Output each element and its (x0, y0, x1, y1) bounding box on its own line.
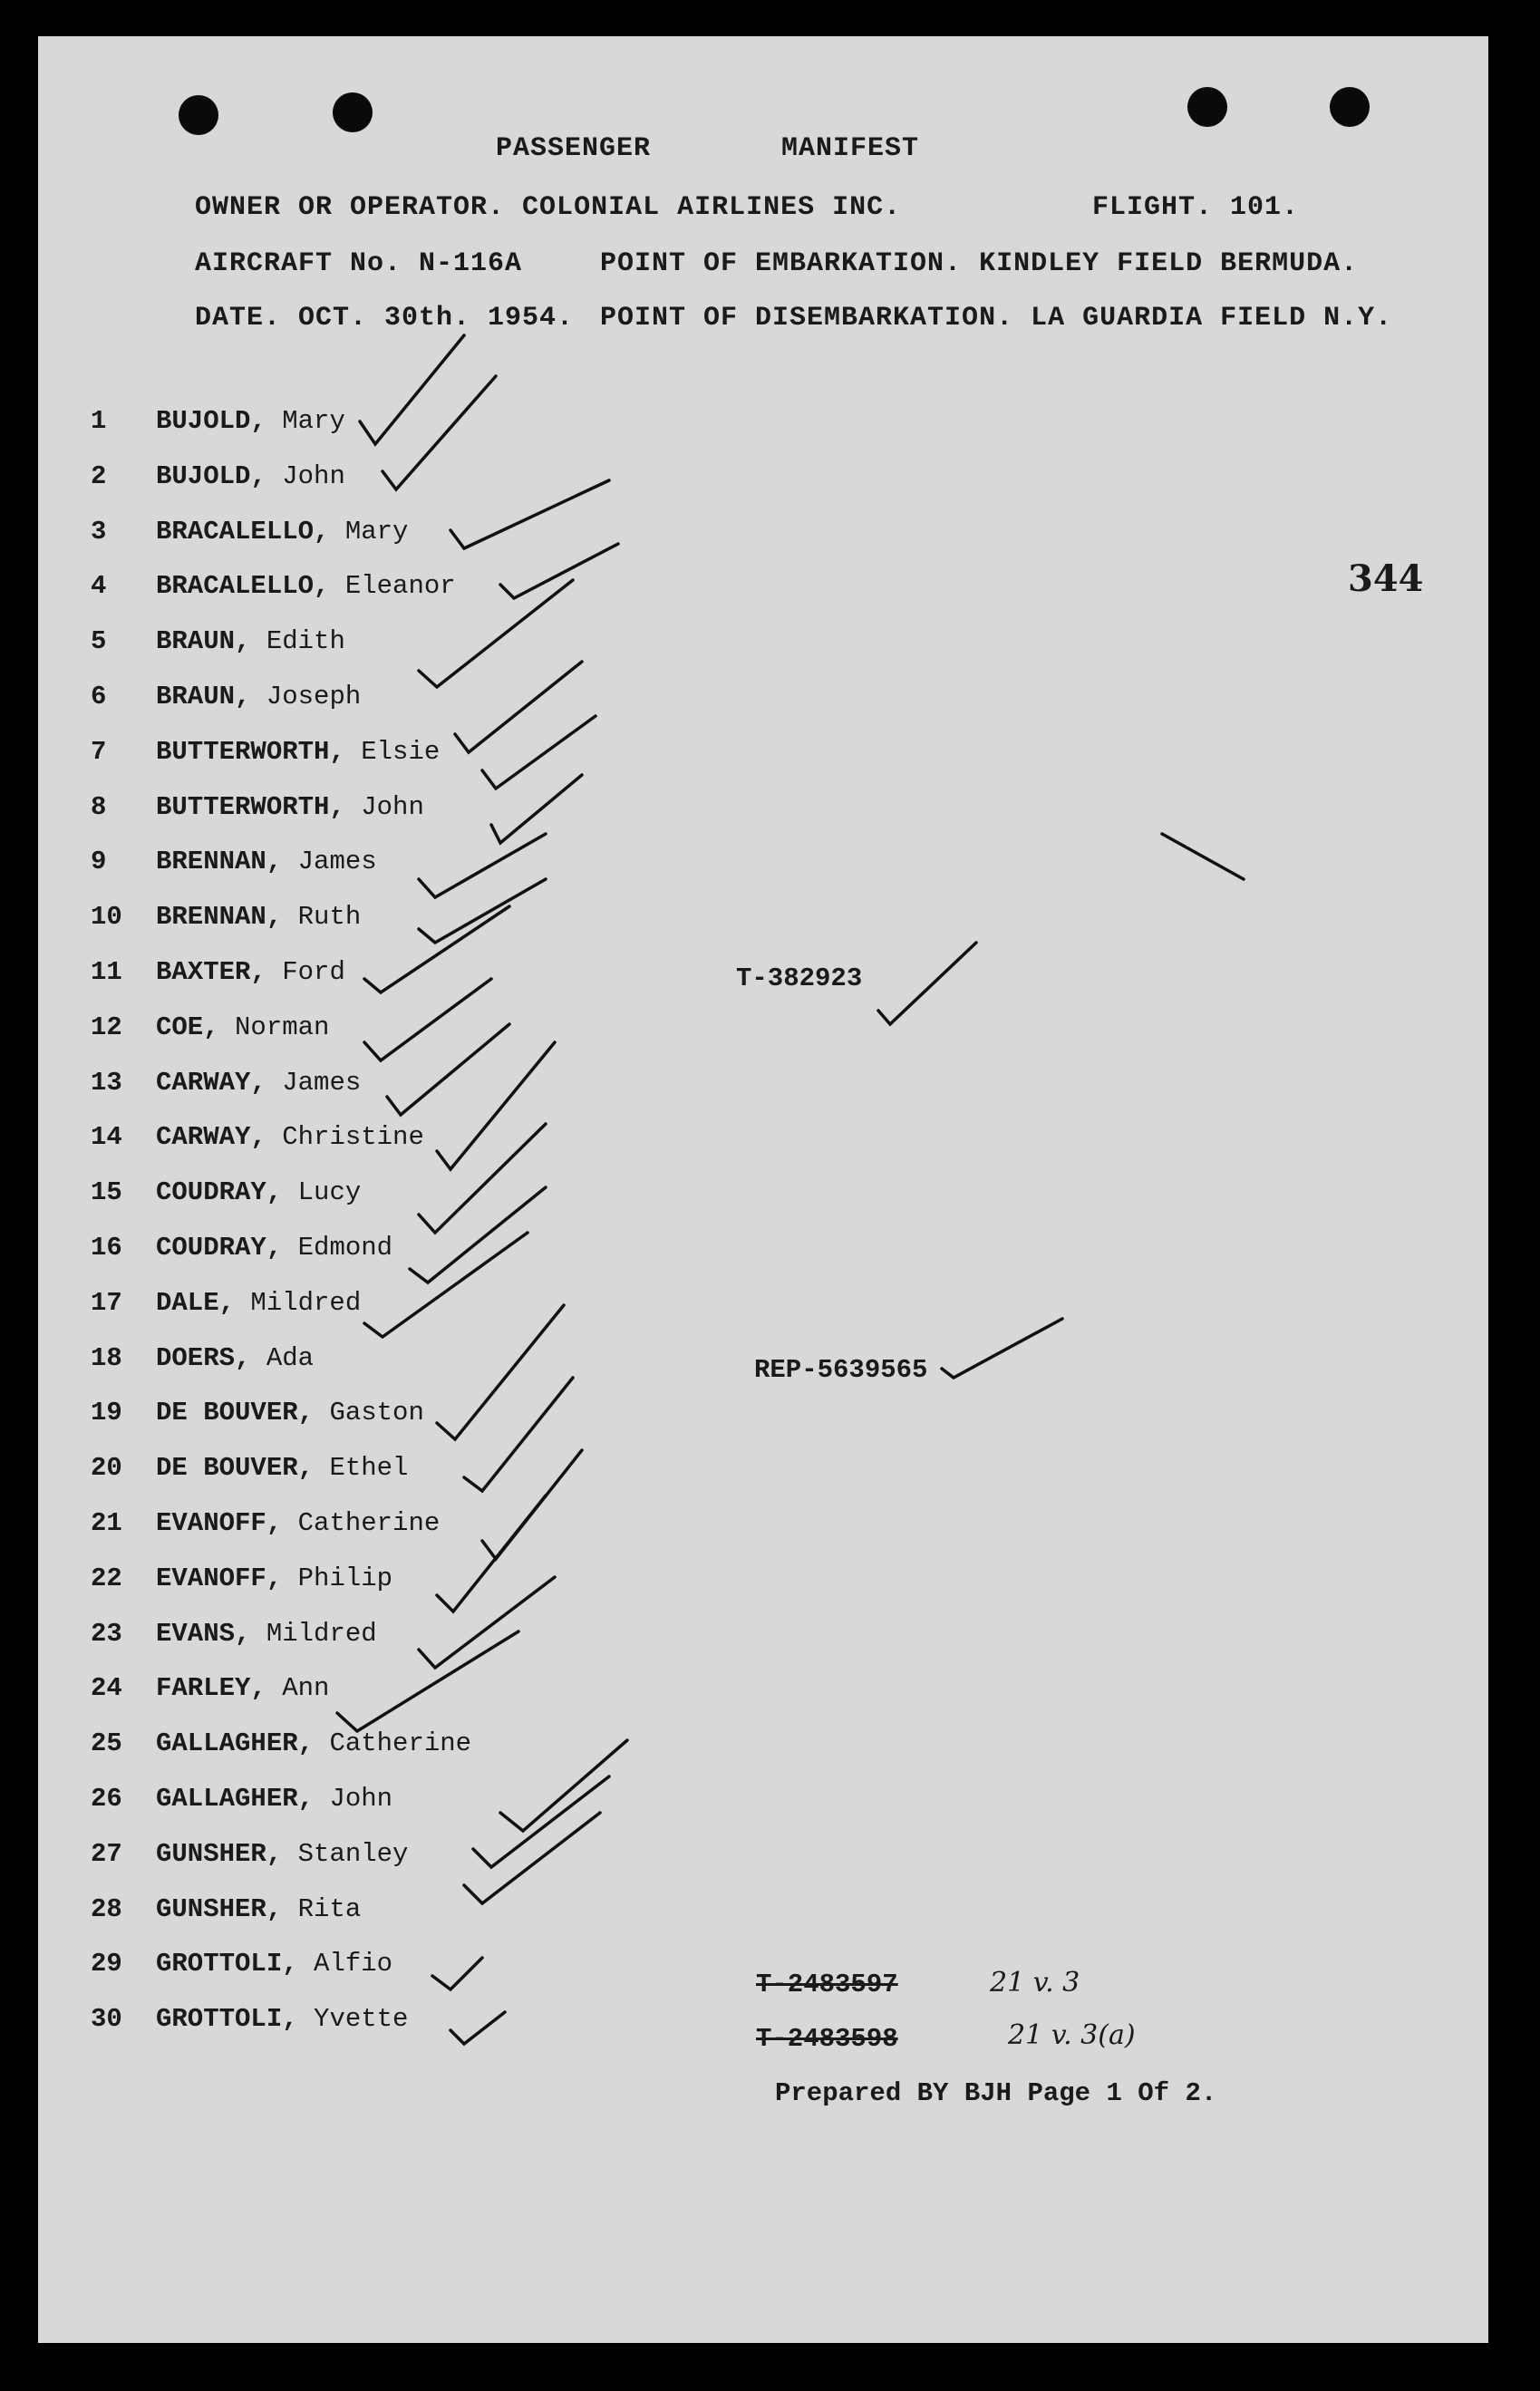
passenger-number: 29 (91, 1949, 122, 1980)
passenger-last-name: FARLEY, (156, 1673, 266, 1704)
passenger-last-name: EVANOFF, (156, 1508, 283, 1538)
passenger-first-name: John (361, 791, 424, 822)
passenger-last-name: BRACALELLO, (156, 516, 330, 547)
passenger-last-name: BUTTERWORTH, (156, 736, 345, 767)
passenger-first-name: Yvette (314, 2004, 409, 2035)
passenger-last-name: BAXTER, (156, 957, 266, 987)
passenger-number: 12 (91, 1012, 122, 1042)
passenger-first-name: Ruth (297, 902, 362, 933)
passenger-first-name: Edith (266, 626, 345, 657)
passenger-first-name: Christine (282, 1122, 424, 1153)
passenger-last-name: GROTTOLI, (156, 2004, 298, 2035)
passenger-number: 18 (91, 1342, 122, 1373)
title-left: PASSENGER (496, 133, 652, 164)
passenger-last-name: BUJOLD, (156, 406, 266, 436)
passenger-first-name: Ann (282, 1673, 330, 1704)
passenger-first-name: Lucy (297, 1177, 362, 1208)
passenger-last-name: CARWAY, (156, 1122, 266, 1153)
owner-line: OWNER OR OPERATOR. COLONIAL AIRLINES INC. (195, 192, 902, 223)
passenger-last-name: BRAUN, (156, 626, 251, 657)
handwritten-note: 21 v. 3(a) (1008, 2019, 1136, 2051)
prepared-by-footer: Prepared BY BJH Page 1 Of 2. (775, 2078, 1217, 2108)
page-number: 344 (1348, 557, 1424, 600)
passenger-number: 25 (91, 1728, 122, 1759)
passenger-last-name: BRENNAN, (156, 902, 283, 933)
passenger-first-name: Mildred (266, 1618, 377, 1649)
passenger-last-name: GUNSHER, (156, 1838, 283, 1869)
passenger-number: 8 (91, 791, 107, 822)
passenger-last-name: EVANOFF, (156, 1563, 283, 1593)
passenger-last-name: BRAUN, (156, 682, 251, 711)
passenger-last-name: COUDRAY, (156, 1233, 283, 1263)
passenger-last-name: DE BOUVER, (156, 1453, 315, 1484)
embarkation-line: POINT OF EMBARKATION. KINDLEY FIELD BERMUDA. (600, 248, 1359, 279)
passenger-first-name: Gaston (329, 1398, 424, 1428)
passenger-last-name: CARWAY, (156, 1067, 266, 1098)
passenger-number: 19 (91, 1398, 122, 1428)
flight-line: FLIGHT. 101. (1092, 192, 1300, 223)
passenger-first-name: Philip (297, 1563, 393, 1593)
passenger-last-name: GUNSHER, (156, 1893, 283, 1924)
passenger-number: 17 (91, 1287, 122, 1318)
passenger-number: 30 (91, 2004, 122, 2035)
ticket-number: T-2483597 (756, 1970, 898, 1999)
passenger-first-name: John (282, 460, 345, 491)
manifest-page (38, 36, 1488, 2343)
passenger-number: 24 (91, 1673, 122, 1704)
passenger-number: 15 (91, 1177, 122, 1208)
passenger-last-name: BRACALELLO, (156, 571, 330, 602)
passenger-number: 13 (91, 1067, 122, 1098)
ticket-number: T-2483598 (756, 2024, 898, 2054)
passenger-number: 10 (91, 902, 122, 933)
passenger-number: 14 (91, 1122, 122, 1153)
passenger-number: 4 (91, 571, 107, 602)
ticket-number: T-382923 (736, 963, 863, 993)
passenger-first-name: Catherine (329, 1728, 472, 1759)
passenger-first-name: Norman (235, 1012, 330, 1042)
passenger-number: 5 (91, 626, 107, 657)
passenger-number: 22 (91, 1563, 122, 1593)
passenger-first-name: James (297, 847, 377, 877)
passenger-first-name: Ford (282, 957, 345, 987)
passenger-last-name: DALE, (156, 1287, 236, 1318)
passenger-last-name: DE BOUVER, (156, 1398, 315, 1428)
passenger-first-name: Elsie (361, 736, 441, 767)
passenger-last-name: GALLAGHER, (156, 1784, 315, 1814)
check-marks (38, 36, 1488, 2343)
passenger-first-name: Mildred (250, 1287, 362, 1318)
passenger-number: 27 (91, 1838, 122, 1869)
disembarkation-line: POINT OF DISEMBARKATION. LA GUARDIA FIELD N.Y. (600, 303, 1393, 334)
ticket-number: REP-5639565 (754, 1355, 928, 1385)
passenger-number: 6 (91, 682, 107, 711)
passenger-last-name: GROTTOLI, (156, 1949, 298, 1980)
passenger-first-name: Eleanor (344, 571, 456, 602)
passenger-number: 23 (91, 1618, 122, 1649)
passenger-last-name: GALLAGHER, (156, 1728, 315, 1759)
handwritten-note: 21 v. 3 (990, 1967, 1080, 1999)
passenger-number: 21 (91, 1508, 122, 1538)
passenger-first-name: Mary (344, 516, 409, 547)
passenger-first-name: Rita (297, 1893, 362, 1924)
passenger-number: 3 (91, 516, 107, 547)
aircraft-line: AIRCRAFT No. N-116A (195, 248, 523, 279)
passenger-first-name: Alfio (314, 1949, 393, 1980)
passenger-first-name: Edmond (297, 1233, 393, 1263)
passenger-first-name: Ada (266, 1342, 315, 1373)
passenger-first-name: James (282, 1067, 362, 1098)
passenger-number: 28 (91, 1893, 122, 1924)
passenger-number: 11 (91, 957, 122, 987)
passenger-number: 9 (91, 847, 107, 877)
passenger-last-name: BUTTERWORTH, (156, 791, 345, 822)
title-right: MANIFEST (781, 133, 920, 164)
date-line: DATE. OCT. 30th. 1954. (195, 303, 575, 334)
passenger-last-name: BUJOLD, (156, 460, 266, 491)
passenger-number: 16 (91, 1233, 122, 1263)
passenger-last-name: COUDRAY, (156, 1177, 283, 1208)
passenger-number: 2 (91, 460, 107, 491)
passenger-first-name: Mary (282, 406, 345, 436)
check-mark-icon (337, 335, 1244, 2044)
passenger-number: 20 (91, 1453, 122, 1484)
passenger-first-name: Joseph (266, 682, 362, 711)
passenger-first-name: Ethel (329, 1453, 409, 1484)
passenger-first-name: Stanley (297, 1838, 409, 1869)
passenger-number: 26 (91, 1784, 122, 1814)
passenger-number: 1 (91, 406, 107, 436)
passenger-number: 7 (91, 736, 107, 767)
passenger-first-name: John (329, 1784, 393, 1814)
passenger-last-name: DOERS, (156, 1342, 251, 1373)
passenger-last-name: BRENNAN, (156, 847, 283, 877)
passenger-last-name: COE, (156, 1012, 219, 1042)
passenger-last-name: EVANS, (156, 1618, 251, 1649)
passenger-first-name: Catherine (297, 1508, 441, 1538)
